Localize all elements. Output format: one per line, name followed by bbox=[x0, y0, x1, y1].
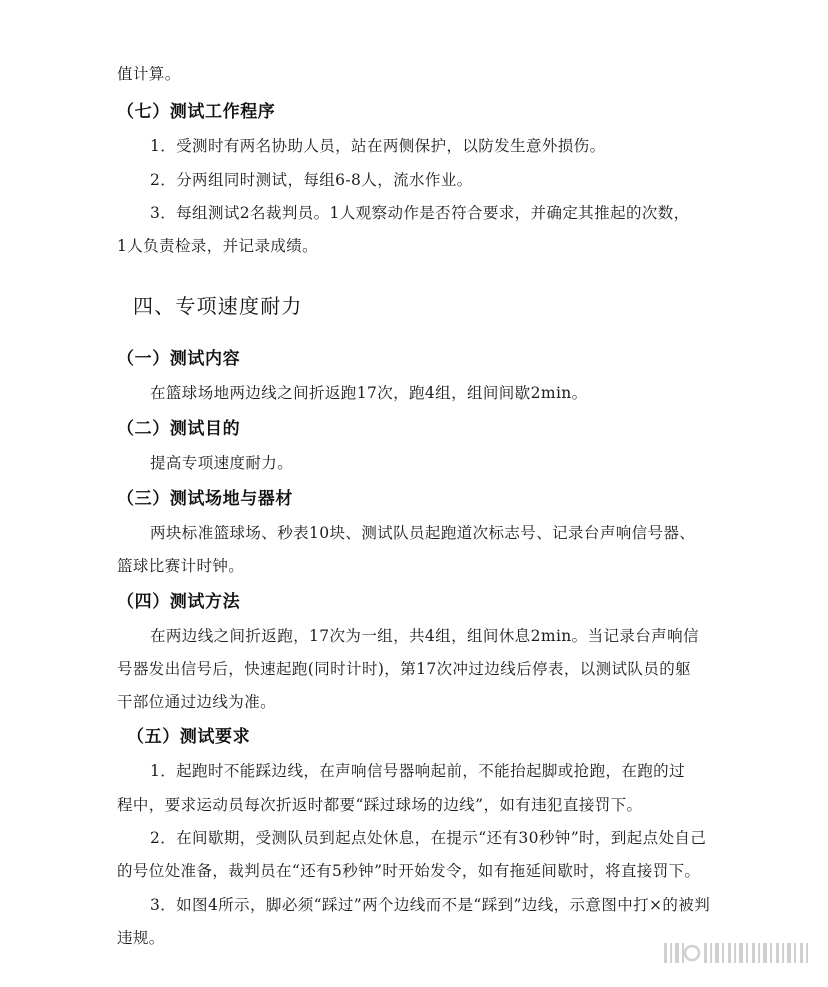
barcode-watermark-icon bbox=[662, 937, 812, 969]
paragraph-line: 提高专项速度耐力。 bbox=[150, 454, 294, 472]
section-title: 四、专项速度耐力 bbox=[133, 294, 303, 318]
paragraph-line: 程中，要求运动员每次折返时都要“踩过球场的边线”，如有违犯直接罚下。 bbox=[117, 796, 643, 814]
heading-requirements: （五）测试要求 bbox=[127, 727, 251, 747]
paragraph-line: 在篮球场地两边线之间折返跑17次，跑4组，组间间歇2min。 bbox=[150, 384, 588, 402]
paragraph-line: 2．分两组同时测试，每组6-8人，流水作业。 bbox=[150, 171, 473, 189]
paragraph-line: 2．在间歇期，受测队员到起点处休息，在提示“还有30秒钟”时，到起点处自己 bbox=[150, 829, 707, 847]
heading-step-7: （七）测试工作程序 bbox=[117, 102, 276, 122]
paragraph-line: 篮球比赛计时钟。 bbox=[117, 557, 245, 575]
heading-content: （一）测试内容 bbox=[117, 349, 241, 369]
paragraph-line: 3．如图4所示，脚必须“踩过”两个边线而不是“踩到”边线，示意图中打×的被判 bbox=[150, 896, 711, 914]
paragraph-line: 值计算。 bbox=[117, 65, 181, 83]
heading-venue: （三）测试场地与器材 bbox=[117, 489, 293, 509]
paragraph-line: 的号位处准备，裁判员在“还有5秒钟”时开始发令，如有拖延间歇时，将直接罚下。 bbox=[117, 862, 701, 880]
paragraph-line: 两块标准篮球场、秒表10块、测试队员起跑道次标志号、记录台声响信号器、 bbox=[150, 524, 696, 542]
paragraph-line: 1．起跑时不能踩边线，在声响信号器响起前，不能抬起脚或抢跑，在跑的过 bbox=[150, 762, 685, 780]
paragraph-line: 3．每组测试2名裁判员。1人观察动作是否符合要求，并确定其推起的次数， bbox=[150, 204, 690, 222]
paragraph-line: 在两边线之间折返跑，17次为一组，共4组，组间休息2min。当记录台声响信 bbox=[150, 627, 699, 645]
heading-method: （四）测试方法 bbox=[117, 592, 241, 612]
heading-purpose: （二）测试目的 bbox=[117, 419, 241, 439]
paragraph-line: 违规。 bbox=[117, 929, 165, 947]
paragraph-line: 1人负责检录，并记录成绩。 bbox=[117, 237, 319, 255]
paragraph-line: 干部位通过边线为准。 bbox=[117, 693, 277, 711]
paragraph-line: 1．受测时有两名协助人员，站在两侧保护，以防发生意外损伤。 bbox=[150, 137, 606, 155]
paragraph-line: 号器发出信号后，快速起跑(同时计时)，第17次冲过边线后停表，以测试队员的躯 bbox=[117, 660, 692, 678]
